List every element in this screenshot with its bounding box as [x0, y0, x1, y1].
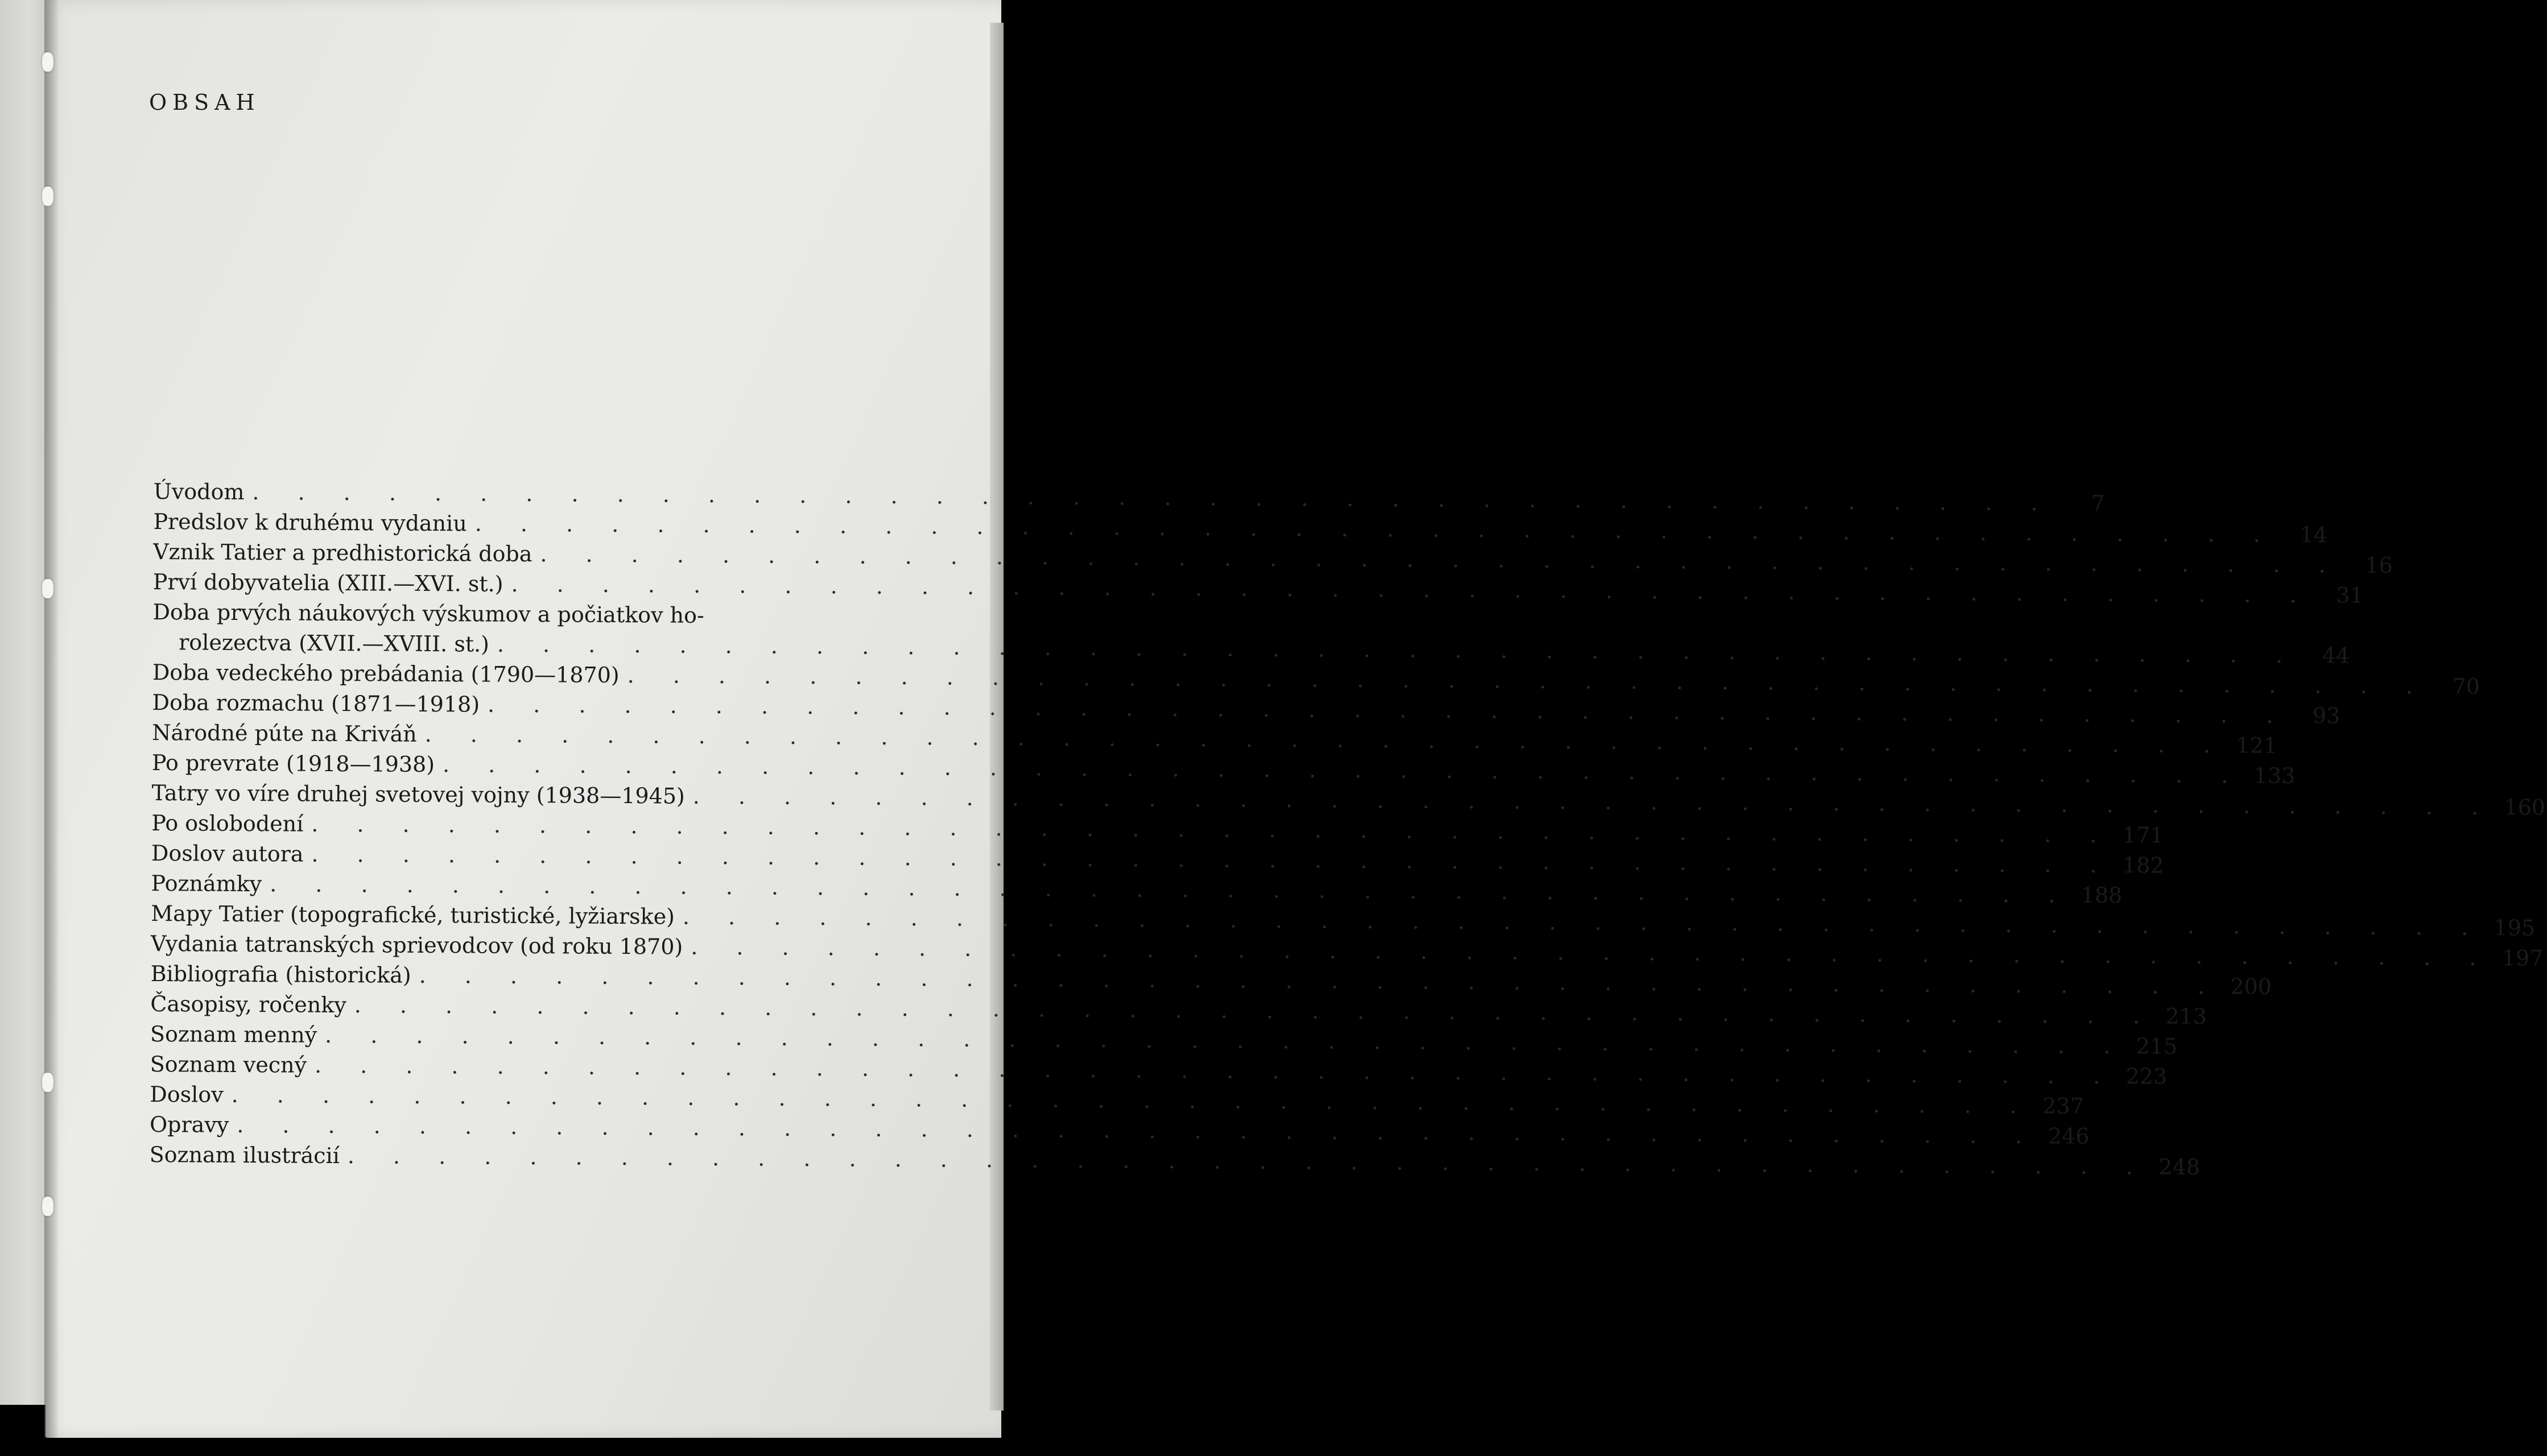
toc-entry-title: Vydania tatranských sprievodcov (od roku 1870) [150, 930, 683, 959]
page-title: OBSAH [149, 90, 261, 115]
toc-entry-page: 195 [2494, 915, 2536, 941]
toc-entry-page: 200 [2230, 974, 2272, 999]
binding-stitch-icon [42, 1197, 53, 1216]
toc-dot-leader: . . . . . . . . . . . . . . . . . . . . . . . . . . . . . . . . . . . . . . . . [354, 992, 2156, 1029]
toc-entry-page: 197 [2501, 945, 2544, 971]
toc-dot-leader: . . . . . . . . . . . . . . . . . . . . . . . . . . . . . . . . . . . . . . . . [252, 479, 2054, 516]
toc-entry-page: 188 [2080, 882, 2123, 908]
toc-entry [150, 989, 2207, 1029]
toc-entry [150, 1019, 2178, 1059]
toc-entry-page: 93 [2312, 703, 2340, 729]
toc-entry-title: Soznam ilustrácií [149, 1141, 340, 1169]
toc-dot-leader: . . . . . . . . . . . . . . . . . . . . . . . . . . . . . . . . . . . . . . . . [311, 841, 2113, 878]
toc-dot-leader: . . . . . . . . . . . . . . . . . . . . . . . . . . . . . . . . . . . . . . . . [237, 1112, 2038, 1149]
toc-entry-page: 133 [2253, 763, 2296, 789]
toc-entry [150, 929, 2544, 971]
toc-dot-leader: . . . . . . . . . . . . . . . . . . . . . . . . . . . . . . . . . . . . . . . . [474, 511, 2277, 547]
toc-dot-leader: . . . . . . . . . . . . . . . . . . . . . . . . . . . . . . . . . . . . . . . . [311, 811, 2113, 848]
toc-entry-page: 171 [2122, 822, 2164, 848]
toc-dot-leader: . . . . . . . . . . . . . . . . . . . . . . . . . . . . . . . . . . . . . . . . [511, 571, 2313, 608]
toc-entry-title: Doslov [150, 1081, 224, 1107]
toc-entry [151, 838, 2164, 878]
table-of-contents [149, 477, 2546, 1180]
toc-entry-title: Vznik Tatier a predhistorická doba [153, 539, 532, 567]
toc-entry [150, 959, 2272, 999]
toc-entry-page: 248 [2158, 1154, 2201, 1180]
toc-entry [152, 657, 2480, 699]
toc-entry-page: 160 [2504, 795, 2546, 820]
toc-entry-title: Soznam menný [150, 1021, 317, 1048]
toc-entry-title: Doba rozmachu (1871—1918) [152, 689, 480, 717]
toc-entry [151, 748, 2296, 789]
toc-entry-page: 16 [2365, 552, 2393, 578]
toc-entry-title: Doba vedeckého prebádania (1790—1870) [152, 659, 620, 688]
toc-entry-page: 223 [2125, 1064, 2168, 1089]
toc-entry [151, 899, 2536, 941]
toc-dot-leader: . . . . . . . . . . . . . . . . . . . . . . . . . . . . . . . . . . . . . . . . [540, 541, 2342, 578]
toc-dot-leader: . . . . . . . . . . . . . . . . . . . . . . . . . . . . . . . . . . . . . . . . [324, 1022, 2127, 1059]
toc-dot-leader: . . . . . . . . . . . . . . . . . . . . . . . . . . . . . . . . . . . . . . . . [627, 663, 2429, 699]
toc-entry [153, 537, 2393, 578]
toc-dot-leader: . . . . . . . . . . . . . . . . . . . . . . . . . . . . . . . . . . . . . . . . [442, 752, 2244, 788]
toc-dot-leader: . . . . . . . . . . . . . . . . . . . . . . . . . . . . . . . . . . . . . . . . [231, 1082, 2033, 1119]
toc-entry-title: Prví dobyvatelia (XIII.—XVI. st.) [152, 569, 503, 597]
toc-entry [152, 688, 2340, 729]
toc-entry-page: 246 [2047, 1123, 2090, 1149]
toc-entry-title: Opravy [149, 1111, 229, 1138]
toc-entry [153, 507, 2328, 548]
toc-entry-page: 121 [2236, 733, 2278, 758]
toc-entry-title: rolezectva (XVII.—XVIII. st.) [179, 630, 490, 657]
toc-entry-page: 7 [2091, 490, 2105, 516]
toc-dot-leader: . . . . . . . . . . . . . . . . . . . . . . . . . . . . . . . . . . . . . . . . [497, 631, 2299, 668]
toc-entry-title: Bibliografia (historická) [150, 961, 411, 988]
toc-entry-title: Mapy Tatier (topografické, turistické, lyžiarske) [151, 900, 675, 929]
toc-entry [149, 1110, 2090, 1149]
binding-stitch-icon [42, 1073, 53, 1092]
toc-dot-leader: . . . . . . . . . . . . . . . . . . . . . . . . . . . . . . . . . . . . . . . . [270, 871, 2071, 908]
toc-entry-title: Po prevrate (1918—1938) [151, 750, 435, 777]
toc-dot-leader: . . . . . . . . . . . . . . . . . . . . . . . . . . . . . . . . . . . . . . . . [691, 934, 2492, 971]
binding-stitch-icon [42, 52, 53, 72]
toc-entry-title: Tatry vo víre druhej svetovej vojny (1938—1945) [151, 780, 685, 809]
toc-entry [151, 778, 2546, 820]
toc-entry-title: Po oslobodení [151, 810, 304, 837]
toc-dot-leader: . . . . . . . . . . . . . . . . . . . . . . . . . . . . . . . . . . . . . . . . [682, 904, 2484, 941]
toc-entry-page: 213 [2165, 1003, 2207, 1029]
binding-stitch-icon [42, 187, 53, 206]
toc-entry-page: 31 [2336, 582, 2364, 608]
toc-entry-page: 182 [2123, 853, 2164, 878]
toc-entry [150, 1049, 2168, 1089]
toc-entry [151, 868, 2123, 908]
toc-entry-title: Soznam vecný [150, 1051, 307, 1078]
toc-entry-title: Predslov k druhému vydaniu [153, 508, 467, 536]
toc-entry-title: Úvodom [153, 478, 245, 504]
spine-shadow [44, 0, 59, 1438]
toc-entry-title: Časopisy, ročenky [150, 991, 346, 1018]
toc-entry-page: 14 [2300, 522, 2328, 548]
toc-entry [151, 808, 2164, 848]
toc-dot-leader: . . . . . . . . . . . . . . . . . . . . . . . . . . . . . . . . . . . . . . . . [424, 721, 2227, 758]
binding-stitch-icon [42, 579, 53, 598]
toc-dot-leader: . . . . . . . . . . . . . . . . . . . . . . . . . . . . . . . . . . . . . . . . [419, 962, 2221, 999]
toc-entry-title: Doba prvých náukových výskumov a počiatkov ho- [152, 599, 704, 628]
toc-dot-leader: . . . . . . . . . . . . . . . . . . . . . . . . . . . . . . . . . . . . . . . . [347, 1143, 2149, 1180]
toc-entry-page: 237 [2042, 1093, 2084, 1119]
toc-entry-page: 70 [2452, 673, 2480, 699]
toc-entry [152, 627, 2350, 668]
toc-entry-title: Doslov autora [151, 840, 304, 867]
toc-entry [149, 1140, 2201, 1180]
toc-entry-title: Poznámky [151, 870, 262, 897]
toc-entry [152, 567, 2364, 608]
toc-dot-leader: . . . . . . . . . . . . . . . . . . . . . . . . . . . . . . . . . . . . . . . . [314, 1052, 2116, 1089]
toc-entry-page: 44 [2322, 643, 2350, 668]
toc-entry [153, 477, 2105, 516]
toc-entry [152, 597, 892, 632]
toc-dot-leader: . . . . . . . . . . . . . . . . . . . . . . . . . . . . . . . . . . . . . . . . [692, 783, 2495, 820]
toc-entry-page: 215 [2136, 1033, 2178, 1059]
toc-entry [150, 1079, 2084, 1119]
left-page-edge [0, 0, 49, 1405]
toc-entry-title: Národné púte na Kriváň [152, 719, 417, 747]
toc-entry [152, 718, 2278, 758]
toc-dot-leader: . . . . . . . . . . . . . . . . . . . . . . . . . . . . . . . . . . . . . . . . [487, 692, 2289, 728]
